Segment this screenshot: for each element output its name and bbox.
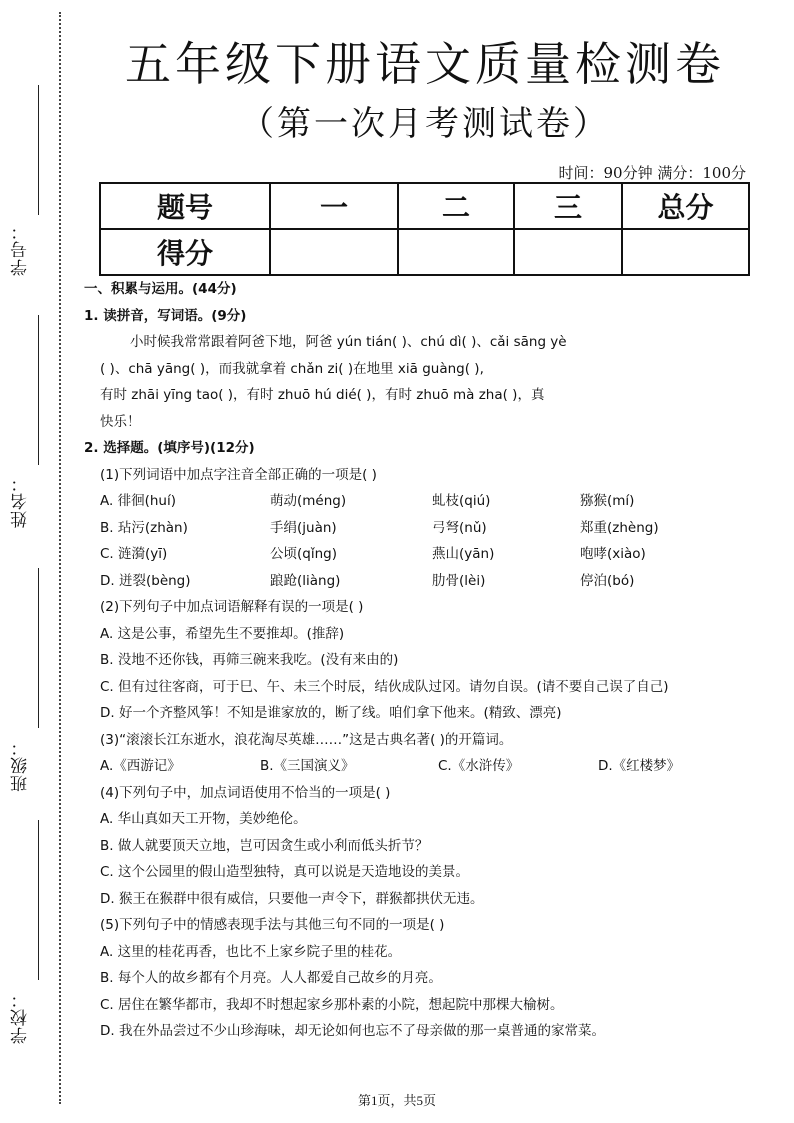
option-line: B. 每个人的故乡都有个月亮。人人都爱自己故乡的月亮。 bbox=[100, 970, 442, 986]
option-row bbox=[84, 515, 760, 542]
option-row bbox=[84, 488, 760, 515]
passage-line: 快乐！ bbox=[100, 413, 141, 430]
option-line: D. 我在外品尝过不少山珍海味，却无论如何也忘不了母亲做的那一桌普通的家常菜。 bbox=[100, 1023, 605, 1039]
section-heading: 一、积累与运用。(44分) bbox=[84, 281, 237, 297]
school-label: 学校： bbox=[11, 990, 31, 1044]
option-line: A. 这里的桂花再香，也比不上家乡院子里的桂花。 bbox=[100, 943, 402, 960]
question-content bbox=[84, 276, 760, 1045]
option-line: D. 好一个齐整风筝！不知是谁家放的，断了线。咱们拿下他来。(精致、漂亮) bbox=[100, 705, 562, 721]
option-item: 踉跄(liàng) bbox=[270, 572, 341, 589]
option-line: C. 这个公园里的假山造型独特，真可以说是天造地设的美景。 bbox=[100, 864, 470, 880]
school-blank bbox=[38, 820, 39, 980]
option-line: A. 华山真如天工开物，美妙绝伦。 bbox=[100, 811, 307, 827]
name-blank bbox=[38, 315, 39, 465]
option-line: D. 猴王在猴群中很有威信，只要他一声令下，群猴都拱伏无违。 bbox=[100, 890, 484, 907]
option-item: 弓弩(nǔ) bbox=[432, 519, 487, 536]
score-header-cell: 二 bbox=[398, 183, 514, 229]
option-item: A.《西游记》 bbox=[100, 758, 181, 774]
score-header-cell: 题号 bbox=[100, 183, 270, 229]
exam-meta: 时间：90分钟 满分：100分 bbox=[558, 164, 746, 182]
score-row-label: 得分 bbox=[100, 229, 270, 275]
option-item: 公顷(qǐng) bbox=[270, 546, 337, 562]
option-line: C. 但有过往客商，可于巳、午、未三个时辰，结伙成队过冈。请勿自误。(请不要自己误了自己) bbox=[100, 678, 669, 695]
option-item: A. 徘徊(huí) bbox=[100, 493, 176, 509]
option-item: 肋骨(lèi) bbox=[432, 572, 486, 589]
sub-question-stem: (2)下列句子中加点词语解释有误的一项是( ) bbox=[100, 599, 364, 615]
option-item: 郑重(zhèng) bbox=[580, 519, 659, 536]
option-row bbox=[84, 541, 760, 568]
option-item: D.《红楼梦》 bbox=[598, 758, 681, 774]
binding-line bbox=[59, 12, 61, 1104]
sub-question-stem: (5)下列句子中的情感表现手法与其他三句不同的一项是( ) bbox=[100, 917, 445, 933]
option-item: 手绢(juàn) bbox=[270, 519, 337, 536]
score-cell[interactable] bbox=[622, 229, 749, 275]
option-line: A. 这是公事，希望先生不要推却。(推辞) bbox=[100, 625, 345, 642]
option-item: C.《水浒传》 bbox=[438, 758, 520, 774]
option-line: B. 没地不还你钱，再筛三碗来我吃。(没有来由的) bbox=[100, 652, 399, 668]
option-row bbox=[84, 568, 760, 595]
option-item: 萌动(méng) bbox=[270, 493, 347, 509]
score-cell[interactable] bbox=[514, 229, 622, 275]
score-cell[interactable] bbox=[270, 229, 398, 275]
student-id-blank bbox=[38, 85, 39, 215]
option-line: B. 做人就要顶天立地，岂可因贪生或小利而低头折节？ bbox=[100, 837, 429, 854]
sub-question-stem: (1)下列词语中加点字注音全部正确的一项是( ) bbox=[100, 466, 377, 483]
option-item: 虬枝(qiú) bbox=[432, 493, 491, 509]
option-row bbox=[84, 753, 760, 780]
page-footer: 第1页，共5页 bbox=[357, 1093, 436, 1108]
option-item: 咆哮(xiào) bbox=[580, 546, 646, 562]
passage-line: 小时候我常常跟着阿爸下地，阿爸 yún tián( )、chú dì( )、cǎi sāng yè bbox=[130, 334, 567, 350]
option-item: 燕山(yān) bbox=[432, 546, 495, 562]
exam-subtitle: （第一次月考测试卷） bbox=[240, 104, 610, 144]
score-cell[interactable] bbox=[398, 229, 514, 275]
passage-line: 有时 zhāi yīng tao( )，有时 zhuō hú dié( )，有时 zhuō mà zha( )，真 bbox=[100, 387, 545, 403]
option-item: B.《三国演义》 bbox=[260, 758, 355, 774]
option-item: D. 迸裂(bèng) bbox=[100, 572, 191, 589]
question-title: 2. 选择题。(填序号)(12分) bbox=[84, 440, 255, 456]
student-id-label: 学号： bbox=[11, 222, 31, 276]
score-header-cell: 三 bbox=[514, 183, 622, 229]
score-table bbox=[99, 182, 750, 276]
class-blank bbox=[38, 568, 39, 728]
score-header-cell: 一 bbox=[270, 183, 398, 229]
sub-question-stem: (3)“滚滚长江东逝水，浪花淘尽英雄……”这是古典名著( )的开篇词。 bbox=[100, 731, 513, 748]
class-label: 班级： bbox=[11, 738, 31, 792]
sub-question-stem: (4)下列句子中，加点词语使用不恰当的一项是( ) bbox=[100, 784, 391, 801]
passage-line: ( )、chā yāng( )，而我就拿着 chǎn zi( )在地里 xiā guàng( ), bbox=[100, 360, 484, 377]
question-title: 1. 读拼音，写词语。(9分) bbox=[84, 307, 247, 324]
option-item: B. 玷污(zhàn) bbox=[100, 519, 188, 536]
option-item: 停泊(bó) bbox=[580, 572, 635, 589]
option-line: C. 居住在繁华都市，我却不时想起家乡那朴素的小院，想起院中那棵大榆树。 bbox=[100, 996, 564, 1013]
exam-title: 五年级下册语文质量检测卷 bbox=[125, 37, 725, 91]
name-label: 姓名： bbox=[11, 474, 31, 528]
option-item: C. 涟漪(yī) bbox=[100, 546, 168, 562]
score-header-cell: 总分 bbox=[622, 183, 749, 229]
option-item: 猕猴(mí) bbox=[580, 493, 635, 509]
